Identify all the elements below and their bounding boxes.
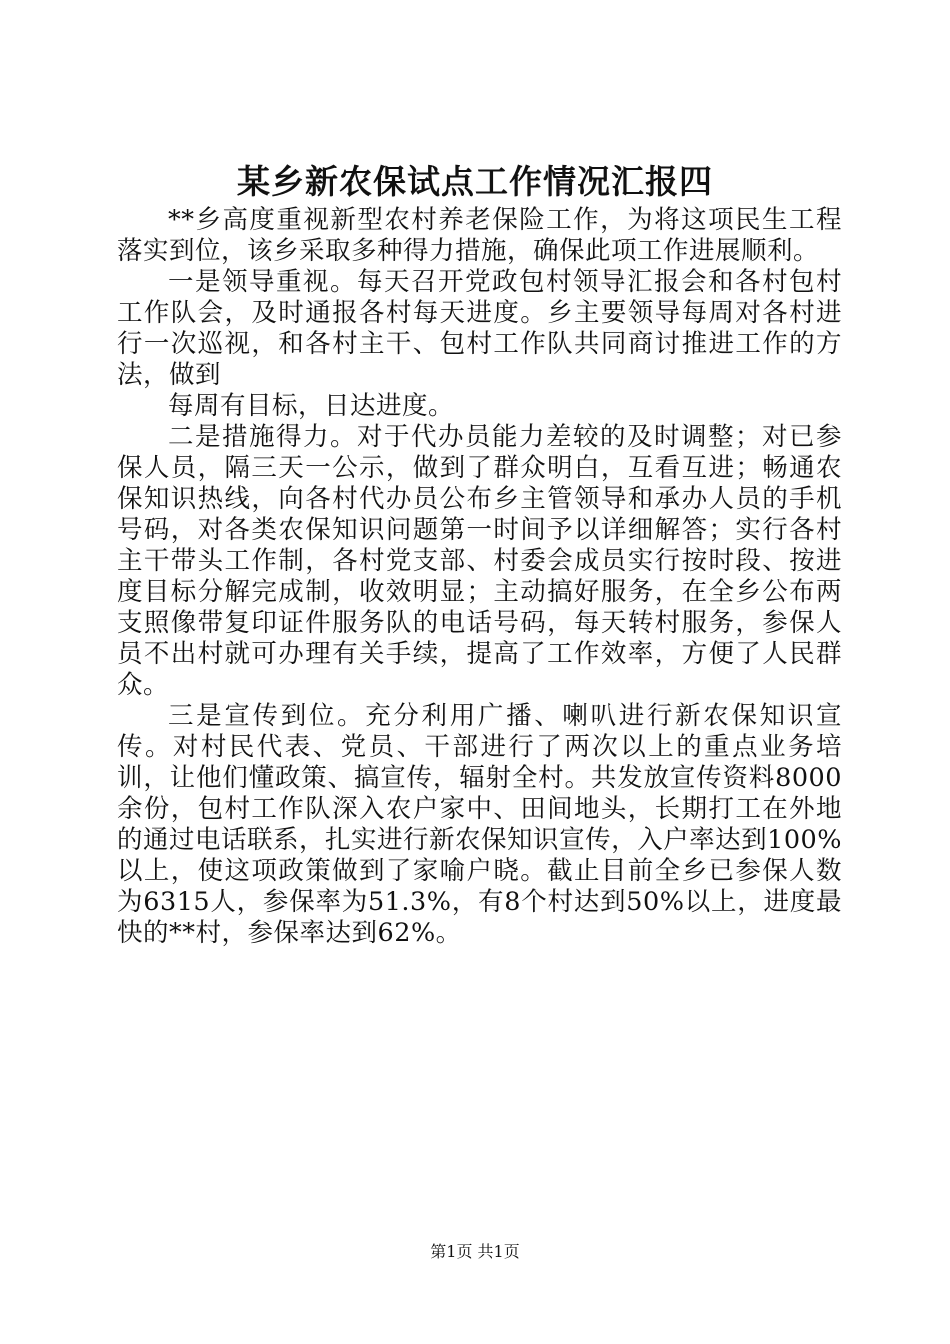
paragraph-publicity: 三是宣传到位。充分利用广播、喇叭进行新农保知识宣传。对村民代表、党员、干部进行了两次以上的重点业务培训，让他们懂政策、搞宣传，辐射全村。共发放宣传资料8000余份，包村工作队深入农户家中、田间地头，长期打工在外地的通过电话联系，扎实进行新农保知识宣传，入户率达到100%以上，使这项政策做到了家喻户晓。截止目前全乡已参保人数为6315人，参保率为51.3%，有8个村达到50%以上，进度最快的**村，参保率达到62%。 — [117, 701, 842, 948]
paragraph-measures: 二是措施得力。对于代办员能力差较的及时调整；对已参保人员，隔三天一公示，做到了群众明白，互看互进；畅通农保知识热线，向各村代办员公布乡主管领导和承办人员的手机号码，对各类农保知识问题第一时间予以详细解答；实行各村主干带头工作制，各村党支部、村委会成员实行按时段、按进度目标分解完成制，收效明显；主动搞好服务，在全乡公布两支照像带复印证件服务队的电话号码，每天转村服务，参保人员不出村就可办理有关手续，提高了工作效率，方便了人民群众。 — [117, 422, 842, 700]
paragraph-intro: **乡高度重视新型农村养老保险工作，为将这项民生工程落实到位，该乡采取多种得力措施，确保此项工作进展顺利。 — [117, 205, 842, 266]
paragraph-leadership: 一是领导重视。每天召开党政包村领导汇报会和各村包村工作队会，及时通报各村每天进度。乡主要领导每周对各村进行一次巡视，和各村主干、包村工作队共同商讨推进工作的方法，做到 — [117, 267, 842, 390]
document-body — [117, 205, 842, 949]
page-footer: 第1页 共1页 — [430, 1242, 520, 1261]
paragraph-weekly-goals: 每周有目标，日达进度。 — [168, 391, 455, 421]
document-title: 某乡新农保试点工作情况汇报四 — [237, 162, 713, 201]
